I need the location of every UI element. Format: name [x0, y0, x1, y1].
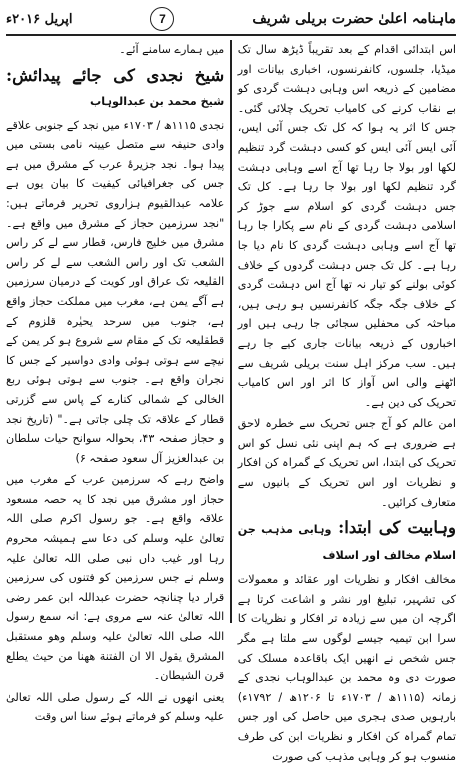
column-divider [230, 40, 231, 623]
left-column [6, 40, 225, 724]
section-heading-wahhabism-origin [238, 516, 456, 568]
section-heading-birthplace [6, 64, 224, 114]
heading-rest: شیخ محمد بن عبدالوہاب [90, 94, 225, 108]
left-paragraph-1: میں ہمارے سامنے آئے۔ [119, 43, 225, 56]
right-paragraph-3: مخالف افکار و نظریات اور عقائد و معمولات کی تشہیر، تبلیغ اور نشر و اشاعت کرتا ہے اگرچہ ان میں سے زیادہ تر افکار و نظریات کا سرا ابن تیمیہ جیسے لوگوں سے ملتا ہے مگر جس شخص نے انھیں ایک باقاعدہ مسلک کی صورت دی وہ محمد بن عبدالوہاب نجدی کے زمانہ (۱۱۱۵ھ / ۱۷۰۳ء تا ۱۲۰۶ھ / ۱۷۹۲ء) بارہویں صدی ہجری میں حاصل کی اور جس تمام گمراہ کن افکار و نظریات ابن کی طرف منسوب ہو کر وہابی مذہب کی صورت [237, 573, 457, 763]
left-paragraph-4: یعنی انھوں نے اللہ کے رسول صلی اللہ تعالیٰ علیہ وسلم کو فرماتے ہوئے سنا اس وقت [6, 690, 225, 724]
right-paragraph-2: امن عالم کو آج جس تحریک سے خطرہ لاحق ہے ضروری ہے کہ ہم اپنی نئی نسل کو اس تحریک کی ابتدا، اس تحریک کے گمراہ کن افکار و نظریات اور اس تحریک کے بانیوں سے متعارف کرائیں۔ [237, 417, 456, 509]
left-paragraph-2: نجدی ۱۱۱۵ھ / ۱۷۰۳ء میں نجد کے جنوبی علاقے وادی حنیفہ سے متصل عیینہ نامی بستی میں پیدا ہوا۔ نجد جزیرۂ عرب کے مشرق میں ہے جس کی جغرافیائی کیفیت کا بیان یوں ہے علامہ عبدالقیوم ہزاروی تحریر فرماتے ہیں: "نجد سرزمین حجاز کے مشرق میں واقع ہے۔ مشرق میں خلیج فارس، قطار سے لے کر راس الشعب تک اور راس الشعب سے لے کر راس القلیعہ تک عراق اور کویت کے درمیان سرزمین ہے آگے یمن ہے، مغرب میں مملکت حجاز واقع ہے، جنوب میں سرحد یحیٰرہ قلزوم کے قطقلیعہ تک کے مقام سے شروع ہو کر یمن کے نیچے سے ہوتی ہوئی وادی دواسیر کے جس کا نجران واقع ہے۔ جنوب سے ہوتی ہوئی ربع الخالی کے شمالی کنارے کے پاس سے گزرتی قطار کے علاقہ تک چلی جاتی ہے۔" (تاریخ نجد و حجاز صفحہ ۴۳، بحوالہ سوانح حیات سلطان بن عبدالعزیز آل سعود صفحہ ۶) [6, 118, 225, 465]
right-column [237, 40, 457, 763]
article-columns [6, 40, 457, 763]
issue-date: اپریل ۲۰۱۶ء [6, 11, 73, 27]
right-paragraph-1: اس ابتدائی اقدام کے بعد تقریباً ڈیڑھ سال تک میڈیا، جلسوں، کانفرنسوں، اخباری بیانات اور مضامین کے ذریعہ اس وہابی دہشت گردی کو بے نقاب کرنے کی کامیاب تحریک چلائی گئی۔ جس کا اثر یہ ہوا کہ کل تک جس آئی ایس، آئی ایس آئی ایس کو کسی دہشت گرد تنظیم لکھا اور بولا جا رہا تھا آج اسے وہابی دہشت گرد تنظیم لکھا اور بولا جا رہا ہے۔ کل تک جس دہشت گردی کو اسلام سے جوڑ کر اسلامی دہشت گردی کے نام سے پکارا جا رہا تھا آج اسے وہابی دہشت گردی کا نام دیا جا رہا ہے۔ کل تک جس دہشت گردوں کے خلاف کوئی بولنے کو تیار نہ تھا آج اس دہشت گردی کے خلاف جگہ جگہ کانفرنسیں ہو رہی ہیں، مباحثہ کی محفلیں سجائی جا رہی ہیں اور اخباروں کے ذریعہ بیانات جاری کیے جا رہے ہیں۔ سب مرکز اہل سنت بریلی شریف سے اٹھنے والی اس آواز کا اثر اور اس کامیاب تحریک کی دین ہے۔ [237, 43, 456, 409]
page-number: 7 [150, 7, 174, 31]
left-paragraph-3: واضح رہے کہ سرزمین عرب کے مغرب میں حجاز اور مشرق میں نجد کا یہ حصہ مسعود علاقہ واقع ہے۔ جو رسول اکرم صلی اللہ تعالیٰ علیہ وسلم کی دعا سے ہمیشہ محروم رہا اور غیب داں نبی صلی اللہ تعالیٰ علیہ وسلم نے جس سرزمین کو فتنوں کی سرزمین قرار دیا چنانچہ حضرت عبداللہ ابن عمر رضی اللہ تعالیٰ عنہ سے مروی ہے: انہ سمع رسول اللہ صلی اللہ تعالیٰ علیہ وسلم وهو مستقبل المشرق یقول الا ان الفتنة ههنا من حيث يطلع قرن الشيطان۔ [6, 473, 225, 683]
heading-lead: شیخ نجدی کی جائے پیدائش: [6, 65, 225, 85]
heading-rest: وہابی مذہب جن اسلام مخالف اور اسلاف [237, 523, 456, 563]
page-header [6, 4, 456, 36]
magazine-title: ماہنامہ اعلیٰ حضرت بریلی شریف [252, 11, 456, 27]
heading-lead: وہابیت کی ابتدا: [338, 518, 456, 538]
